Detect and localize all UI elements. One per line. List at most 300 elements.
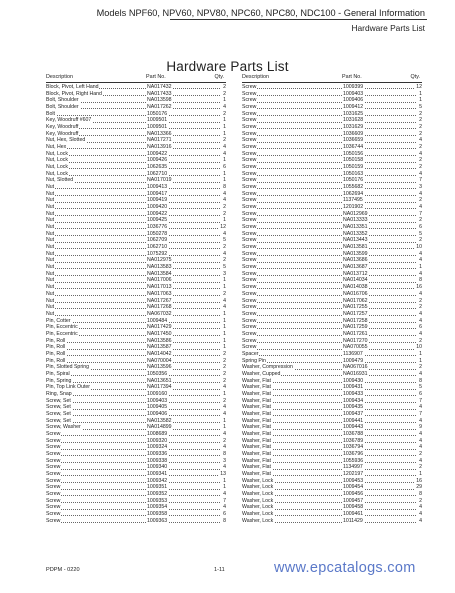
part-description: Screw <box>242 270 257 277</box>
part-quantity: 1 <box>223 284 226 291</box>
dot-leader <box>242 315 416 316</box>
part-quantity: 1 <box>223 390 226 397</box>
table-row <box>46 191 226 198</box>
part-quantity: 2 <box>223 210 226 217</box>
part-description: Washer, Flat <box>242 437 271 444</box>
dot-leader <box>242 268 416 269</box>
table-row <box>46 318 226 325</box>
dot-leader <box>46 489 220 490</box>
table-row <box>242 378 422 385</box>
part-description: Screw <box>242 184 257 191</box>
part-number: NA014899 <box>147 424 172 431</box>
dot-leader <box>242 262 416 263</box>
table-row <box>46 304 226 311</box>
part-quantity: 4 <box>419 330 422 337</box>
part-number: NA013443 <box>343 237 368 244</box>
watermark-link[interactable]: www.epcatalogs.com <box>274 560 416 576</box>
table-row <box>46 384 226 391</box>
part-number: 1009461 <box>343 511 364 517</box>
part-number: NA017267 <box>147 297 172 304</box>
dot-leader <box>242 275 416 276</box>
table-row <box>242 338 422 345</box>
table-row <box>46 358 226 365</box>
part-quantity: 1 <box>223 330 226 337</box>
part-description: Nut <box>46 230 55 237</box>
part-number: NA017255 <box>343 304 368 311</box>
part-quantity: 3 <box>223 270 226 277</box>
part-description: Screw <box>242 250 257 257</box>
table-row <box>242 418 422 425</box>
dot-leader <box>46 208 220 209</box>
dot-leader <box>242 208 416 209</box>
part-quantity: 4 <box>419 257 422 264</box>
dot-leader <box>242 322 416 323</box>
part-description: Washer, Compression <box>242 364 293 371</box>
table-row <box>46 151 226 158</box>
part-number: NA013583 <box>147 264 172 271</box>
part-quantity: 16 <box>416 284 422 291</box>
dot-leader <box>242 202 416 203</box>
part-description: Washer, Lock <box>242 497 274 504</box>
dot-leader <box>242 175 416 176</box>
table-row <box>46 144 226 151</box>
dot-leader <box>46 455 220 456</box>
part-quantity: 16 <box>416 477 422 484</box>
part-description: Washer, Flat <box>242 410 271 417</box>
table-row <box>242 371 422 378</box>
part-description: Washer, Flat <box>242 417 271 424</box>
part-description: Screw <box>46 497 61 504</box>
part-quantity: 4 <box>419 417 422 424</box>
part-description: Screw <box>242 217 257 224</box>
part-quantity: 4 <box>419 170 422 177</box>
part-description: Screw, Set <box>46 417 71 424</box>
part-quantity: 4 <box>223 464 226 471</box>
part-quantity: 4 <box>419 504 422 511</box>
part-quantity: 5 <box>223 237 226 244</box>
part-number: 1050159 <box>343 164 364 171</box>
table-row <box>242 151 422 158</box>
dot-leader <box>46 195 220 196</box>
part-description: Screw <box>242 177 257 184</box>
part-description: Screw <box>242 224 257 231</box>
table-row <box>242 191 422 198</box>
part-description: Nut <box>46 217 55 224</box>
part-number: NA017429 <box>147 324 172 331</box>
part-number: 1137495 <box>343 197 363 204</box>
column-header <box>242 73 422 83</box>
part-no-header: Part No. <box>342 74 362 80</box>
dot-leader <box>46 342 220 343</box>
part-quantity: 1 <box>223 217 226 224</box>
dot-leader <box>46 148 220 149</box>
part-quantity: 1 <box>223 424 226 431</box>
table-row <box>242 311 422 318</box>
dot-leader <box>242 135 416 136</box>
part-description: Screw <box>242 164 257 171</box>
table-row <box>242 291 422 298</box>
dot-leader <box>242 122 416 123</box>
part-number: NA012969 <box>343 210 368 217</box>
table-row <box>46 451 226 458</box>
table-row <box>46 184 226 191</box>
table-row <box>46 244 226 251</box>
part-number: 1036794 <box>343 444 364 451</box>
table-row <box>242 244 422 251</box>
part-quantity: 2 <box>223 84 226 90</box>
table-row <box>46 491 226 498</box>
part-quantity: 4 <box>419 290 422 297</box>
part-number: 1009430 <box>343 377 364 384</box>
table-row <box>46 264 226 271</box>
part-number: NA013587 <box>147 344 172 351</box>
part-number: 1009479 <box>343 357 364 364</box>
dot-leader <box>46 442 220 443</box>
part-quantity: 4 <box>419 430 422 437</box>
part-description: Washer, Cupped <box>242 370 281 377</box>
part-description: Screw <box>46 464 61 471</box>
table-row <box>242 177 422 184</box>
part-number: 1009422 <box>147 150 168 157</box>
part-number: NA013596 <box>147 364 172 371</box>
parts-list-left <box>46 84 226 524</box>
part-description: Screw <box>242 97 257 104</box>
table-row <box>46 484 226 491</box>
table-row <box>46 504 226 511</box>
part-quantity: 10 <box>416 344 422 351</box>
part-number: NA017270 <box>343 337 368 344</box>
dot-leader <box>242 335 416 336</box>
part-quantity: 1 <box>223 130 226 137</box>
part-quantity: 4 <box>419 204 422 211</box>
part-description: Screw <box>46 430 61 437</box>
part-number: 1136907 <box>343 350 363 357</box>
part-quantity: 1 <box>223 417 226 424</box>
part-number: 1036659 <box>343 137 364 144</box>
table-row <box>46 251 226 258</box>
table-row <box>242 251 422 258</box>
page-title: Hardware Parts List <box>166 59 289 74</box>
part-number: 1009456 <box>343 490 364 497</box>
part-description: Screw <box>242 204 257 211</box>
part-number: NA013686 <box>343 257 368 264</box>
table-row <box>242 404 422 411</box>
part-description: Washer, Flat <box>242 404 271 411</box>
part-quantity: 2 <box>419 464 422 471</box>
dot-leader <box>242 142 416 143</box>
part-quantity: 2 <box>419 124 422 131</box>
part-number: NA013366 <box>147 130 172 137</box>
part-number: NA017019 <box>147 177 172 184</box>
part-quantity: 5 <box>419 384 422 391</box>
part-description: Screw <box>46 437 61 444</box>
part-description: Nut <box>46 224 55 231</box>
qty-header: Qty. <box>410 74 420 80</box>
part-description: Screw <box>242 137 257 144</box>
part-description: Screw <box>242 170 257 177</box>
part-description: Washer, Lock <box>242 517 274 524</box>
part-description: Washer, Flat <box>242 457 271 464</box>
part-number: 1055936 <box>343 457 364 464</box>
part-quantity: 1 <box>223 117 226 124</box>
table-row <box>46 398 226 405</box>
part-number: NA017063 <box>147 290 172 297</box>
part-number: NA067016 <box>343 364 368 371</box>
part-description: Nut, Lock <box>46 150 68 157</box>
part-description: Screw <box>242 210 257 217</box>
part-number: 1062694 <box>343 190 364 197</box>
part-number: NA017271 <box>147 137 172 144</box>
parts-column-right <box>242 73 422 524</box>
part-description: Washer, Lock <box>242 477 274 484</box>
table-row <box>46 338 226 345</box>
part-description: Nut <box>46 264 55 271</box>
part-quantity: 2 <box>223 370 226 377</box>
table-row <box>242 257 422 264</box>
dot-leader <box>46 435 220 436</box>
part-description: Screw <box>242 197 257 204</box>
dot-leader <box>46 302 220 303</box>
part-number: 1009417 <box>147 190 168 197</box>
part-quantity: 1 <box>419 470 422 477</box>
dot-leader <box>46 375 220 376</box>
dot-leader <box>46 222 220 223</box>
part-description: Washer, Flat <box>242 390 271 397</box>
part-description: Nut <box>46 304 55 311</box>
part-description: Spacer <box>242 350 259 357</box>
part-description: Pin, Spring <box>46 377 72 384</box>
part-number: 1062710 <box>147 244 168 251</box>
part-description: Screw <box>46 470 61 477</box>
part-quantity: 9 <box>419 424 422 431</box>
part-quantity: 2 <box>419 450 422 457</box>
dot-leader <box>242 328 416 329</box>
table-row <box>242 318 422 325</box>
part-number: 1031625 <box>343 110 364 117</box>
dot-leader <box>46 349 220 350</box>
part-number: NA017261 <box>343 330 368 337</box>
dot-leader <box>46 282 220 283</box>
table-row <box>242 344 422 351</box>
part-quantity: 7 <box>223 497 226 504</box>
table-row <box>46 378 226 385</box>
table-row <box>46 104 226 111</box>
part-quantity: 1 <box>419 350 422 357</box>
table-row <box>242 117 422 124</box>
part-quantity: 4 <box>223 197 226 204</box>
table-row <box>46 478 226 485</box>
part-description: Block, Pivot, Left Hand <box>46 84 99 90</box>
part-quantity: 4 <box>419 250 422 257</box>
dot-leader <box>46 315 220 316</box>
dot-leader <box>46 242 220 243</box>
part-description: Nut <box>46 297 55 304</box>
part-number: 1031628 <box>343 117 364 124</box>
part-description: Nut <box>46 237 55 244</box>
part-description: Screw, Set <box>46 404 71 411</box>
part-quantity: 4 <box>223 230 226 237</box>
part-quantity: 1 <box>223 484 226 491</box>
part-quantity: 2 <box>223 290 226 297</box>
part-quantity: 8 <box>419 377 422 384</box>
part-description: Screw <box>242 277 257 284</box>
part-description: Key, Woodruff #607 <box>46 117 92 124</box>
table-row <box>242 358 422 365</box>
table-row <box>46 458 226 465</box>
table-row <box>242 511 422 518</box>
part-number: 1036788 <box>343 430 364 437</box>
table-row <box>242 271 422 278</box>
part-quantity: 1 <box>419 264 422 271</box>
part-description: Nut <box>46 277 55 284</box>
part-quantity: 4 <box>223 297 226 304</box>
dot-leader <box>46 115 220 116</box>
part-description: Screw <box>46 490 61 497</box>
table-row <box>242 298 422 305</box>
part-number: NA013352 <box>343 230 368 237</box>
part-number: 1008689 <box>147 430 168 437</box>
table-row <box>242 391 422 398</box>
part-number: NA017394 <box>147 384 172 391</box>
part-number: 1009425 <box>147 217 168 224</box>
part-description: Ring, Snap <box>46 390 72 397</box>
dot-leader <box>46 422 220 423</box>
part-quantity: 5 <box>223 264 226 271</box>
part-quantity: 2 <box>223 110 226 117</box>
dot-leader <box>46 522 220 523</box>
table-row <box>46 404 226 411</box>
header-divider <box>170 19 427 20</box>
part-description: Screw <box>242 130 257 137</box>
part-description: Screw <box>242 84 257 90</box>
table-row <box>242 97 422 104</box>
part-number: 1134997 <box>343 464 363 471</box>
part-quantity: 6 <box>419 390 422 397</box>
part-quantity: 2 <box>419 110 422 117</box>
table-row <box>242 398 422 405</box>
table-row <box>46 211 226 218</box>
part-description: Screw <box>46 457 61 464</box>
part-description: Nut, Lock <box>46 164 68 171</box>
dot-leader <box>46 475 220 476</box>
part-number: 1009501 <box>147 117 168 124</box>
part-description: Screw <box>242 324 257 331</box>
table-row <box>242 124 422 131</box>
part-quantity: 4 <box>223 250 226 257</box>
part-description: Washer, Flat <box>242 464 271 471</box>
table-row <box>242 171 422 178</box>
part-description: Screw <box>242 344 257 351</box>
part-quantity: 2 <box>419 117 422 124</box>
part-number: NA017062 <box>343 297 368 304</box>
part-number: 1036776 <box>147 224 168 231</box>
dot-leader <box>242 215 416 216</box>
dot-leader <box>242 302 416 303</box>
table-row <box>242 211 422 218</box>
table-row <box>242 331 422 338</box>
table-row <box>46 131 226 138</box>
dot-leader <box>242 228 416 229</box>
part-quantity: 1 <box>223 157 226 164</box>
part-description: Pin, Eccentric <box>46 324 78 331</box>
table-row <box>242 471 422 478</box>
part-description: Nut, Lock <box>46 170 68 177</box>
dot-leader <box>46 482 220 483</box>
part-description: Washer, Lock <box>242 484 274 491</box>
table-row <box>46 511 226 518</box>
table-row <box>242 384 422 391</box>
part-description: Bolt, Shoulder <box>46 104 79 111</box>
dot-leader <box>242 108 416 109</box>
part-quantity: 6 <box>419 324 422 331</box>
part-number: 1009363 <box>147 517 168 524</box>
part-quantity: 2 <box>419 497 422 504</box>
dot-leader <box>242 195 416 196</box>
table-row <box>46 364 226 371</box>
part-number: 1009336 <box>147 450 168 457</box>
table-row <box>46 518 226 525</box>
part-quantity: 4 <box>223 444 226 451</box>
part-number: 1009406 <box>147 410 168 417</box>
part-quantity: 4 <box>223 104 226 111</box>
part-number: 1009342 <box>147 477 168 484</box>
dot-leader <box>242 162 416 163</box>
dot-leader <box>46 288 220 289</box>
dot-leader <box>242 362 416 363</box>
part-number: 1009434 <box>343 397 364 404</box>
part-number: 1009341 <box>147 470 168 477</box>
dot-leader <box>242 295 416 296</box>
table-row <box>242 111 422 118</box>
dot-leader <box>46 409 220 410</box>
part-number: 1009501 <box>147 124 168 131</box>
part-quantity: 2 <box>223 244 226 251</box>
part-quantity: 2 <box>223 364 226 371</box>
dot-leader <box>46 215 220 216</box>
dot-leader <box>46 155 220 156</box>
part-quantity: 4 <box>223 430 226 437</box>
part-description: Nut <box>46 270 55 277</box>
part-description: Pin, Roll <box>46 357 66 364</box>
part-description: Screw <box>46 517 61 524</box>
part-description: Screw <box>242 297 257 304</box>
part-description: Screw <box>242 284 257 291</box>
part-quantity: 7 <box>419 210 422 217</box>
part-quantity: 2 <box>223 204 226 211</box>
table-row <box>242 131 422 138</box>
table-row <box>46 391 226 398</box>
part-number: 1062635 <box>147 164 168 171</box>
part-quantity: 1 <box>223 124 226 131</box>
table-row <box>242 164 422 171</box>
part-number: NA012975 <box>147 257 172 264</box>
part-description: Pin, Spiral <box>46 370 70 377</box>
part-description: Nut, Lock <box>46 157 68 164</box>
part-description: Block, Pivot, Right Hand <box>46 90 102 97</box>
dot-leader <box>46 248 220 249</box>
part-quantity: 8 <box>223 450 226 457</box>
dot-leader <box>46 268 220 269</box>
part-number: 1009422 <box>147 210 168 217</box>
part-quantity: 1 <box>223 277 226 284</box>
table-row <box>46 418 226 425</box>
part-description: Nut <box>46 310 55 317</box>
part-description: Screw <box>242 144 257 151</box>
part-number: 1050156 <box>343 150 364 157</box>
part-description: Screw <box>242 230 257 237</box>
part-number: 1009354 <box>147 504 168 511</box>
part-description: Nut <box>46 204 55 211</box>
